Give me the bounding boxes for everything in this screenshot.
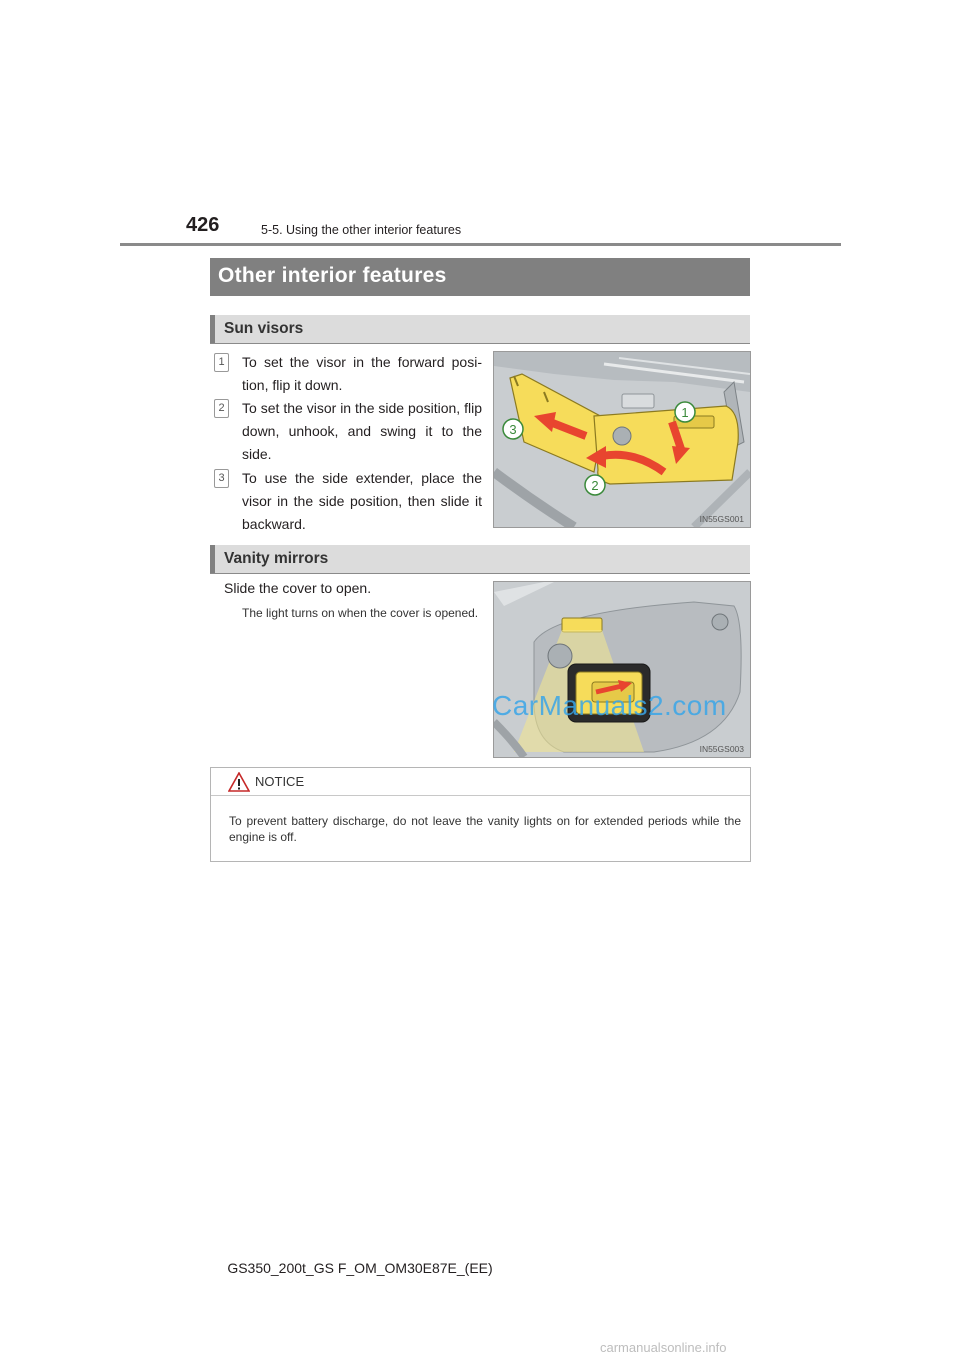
- sun-visor-step-2: [214, 397, 482, 467]
- page-number: 426: [186, 214, 220, 236]
- header-rule: [120, 243, 841, 246]
- doc-code: GS350_200t_GS F_OM_OM30E87E_(EE): [227, 1260, 493, 1276]
- step-number-2: 2: [214, 399, 229, 418]
- notice-text: To prevent battery discharge, do not leave the vanity lights on for extended periods while the engine is off.: [229, 814, 741, 844]
- section-header: 5-5. Using the other interior features: [261, 223, 462, 237]
- watermark-carmanualsonline: carmanualsonline.info: [600, 1340, 727, 1355]
- vanity-mirrors-heading: Vanity mirrors: [224, 550, 329, 567]
- callout-2: 2: [591, 478, 599, 493]
- footer: [0, 1260, 960, 1276]
- vanity-instruction: Slide the cover to open.: [224, 580, 372, 596]
- callout-3: 3: [509, 422, 517, 437]
- step-text-1: To set the visor in the forward posi-tion, flip it down.: [242, 354, 482, 393]
- heading-accent: [210, 545, 215, 573]
- page-title-bar: [210, 258, 750, 296]
- sun-visor-illustration: [493, 351, 751, 528]
- sun-visor-step-3: [214, 467, 482, 537]
- vanity-mirrors-heading-bar: [210, 545, 750, 574]
- sun-visors-heading-bar: [210, 315, 750, 344]
- step-number-3: 3: [214, 469, 229, 488]
- figure-code-1: IN55GS001: [699, 514, 744, 524]
- vanity-mirror-illustration: [493, 581, 751, 758]
- warning-triangle-icon: [228, 772, 250, 792]
- page-title: Other interior features: [218, 264, 447, 287]
- vanity-mirror-drawing: [494, 582, 750, 757]
- heading-accent: [210, 315, 215, 343]
- watermark-carmanuals2: CarManuals2.com: [492, 690, 727, 721]
- sun-visors-heading: Sun visors: [224, 320, 304, 337]
- sun-visor-drawing: [494, 352, 750, 527]
- sun-visor-step-1: [214, 351, 482, 397]
- vanity-note: The light turns on when the cover is opened.: [242, 606, 479, 620]
- notice-label: NOTICE: [255, 774, 305, 789]
- figure-code-2: IN55GS003: [699, 744, 744, 754]
- step-text-3: To use the side extender, place the visor in the side position, then slide it backward.: [242, 470, 482, 532]
- callout-1: 1: [681, 405, 689, 420]
- notice-box: [210, 767, 751, 862]
- notice-header: [211, 768, 750, 796]
- step-number-1: 1: [214, 353, 229, 372]
- step-text-2: To set the visor in the side position, flip down, unhook, and swing it to the side.: [242, 400, 482, 462]
